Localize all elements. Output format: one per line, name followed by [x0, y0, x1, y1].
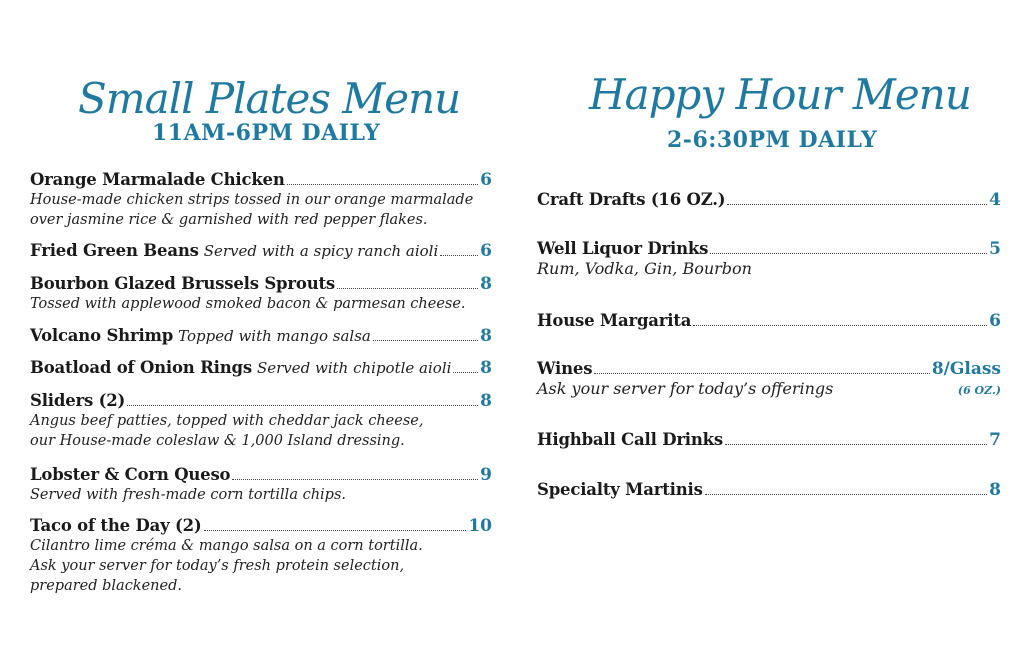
item-description: Ask your server for today’s fresh protein selection, — [30, 558, 405, 574]
item-inline-description: Served with a spicy ranch aioli — [203, 242, 439, 260]
item-price: 8 — [480, 358, 492, 378]
item-price: 8 — [480, 274, 492, 294]
item-name: Fried Green Beans — [30, 241, 199, 260]
item-name: Lobster & Corn Queso — [30, 465, 231, 484]
leader-dots — [705, 494, 987, 495]
menu-item — [537, 430, 1001, 450]
leader-dots — [287, 184, 479, 185]
item-price: 8/Glass — [931, 359, 1001, 379]
item-name: Highball Call Drinks — [537, 430, 723, 449]
item-description: Ask your server for today’s offerings — [537, 379, 834, 398]
item-description: Served with fresh-made corn tortilla chips. — [30, 487, 346, 503]
item-price: 7 — [989, 430, 1001, 450]
leader-dots — [693, 325, 987, 326]
small-plates-hours: 11AM-6PM DAILY — [152, 120, 381, 146]
item-description: Rum, Vodka, Gin, Bourbon — [537, 259, 752, 278]
item-description: Cilantro lime créma & mango salsa on a corn tortilla. — [30, 538, 423, 554]
item-price: 10 — [468, 516, 492, 536]
menu-item — [537, 311, 1001, 331]
item-description: prepared blackened. — [30, 578, 182, 594]
leader-dots — [453, 372, 478, 373]
menu-item — [30, 516, 492, 596]
menu-item — [537, 480, 1001, 500]
menu-item — [30, 465, 492, 505]
item-inline-description: Topped with mango salsa — [178, 327, 371, 345]
item-price: 6 — [989, 311, 1001, 331]
item-price: 8 — [480, 391, 492, 411]
item-price: 8 — [989, 480, 1001, 500]
item-price: 6 — [480, 170, 492, 190]
item-description: House-made chicken strips tossed in our orange marmalade — [30, 192, 474, 208]
item-name: Orange Marmalade Chicken — [30, 170, 285, 189]
pour-size-note: (6 OZ.) — [957, 384, 1001, 397]
item-description: over jasmine rice & garnished with red pepper flakes. — [30, 212, 428, 228]
leader-dots — [127, 405, 478, 406]
item-price: 8 — [480, 326, 492, 346]
item-name: Sliders (2) — [30, 391, 126, 410]
leader-dots — [725, 444, 987, 445]
menu-item — [537, 239, 1001, 279]
item-price: 4 — [989, 190, 1001, 210]
menu-item — [30, 241, 492, 261]
item-name: Craft Drafts (16 OZ.) — [537, 190, 726, 209]
leader-dots — [594, 373, 930, 374]
item-price: 9 — [480, 465, 492, 485]
menu-item — [30, 274, 492, 314]
item-price: 6 — [480, 241, 492, 261]
happy-hour-hours: 2-6:30PM DAILY — [667, 127, 878, 153]
item-name: Well Liquor Drinks — [537, 239, 709, 258]
leader-dots — [204, 530, 467, 531]
leader-dots — [440, 255, 478, 256]
item-description: our House-made coleslaw & 1,000 Island dressing. — [30, 433, 405, 449]
menu-item — [30, 358, 492, 378]
menu-item — [537, 190, 1001, 210]
item-name: Volcano Shrimp — [30, 326, 174, 345]
leader-dots — [373, 340, 478, 341]
item-description: Tossed with applewood smoked bacon & parmesan cheese. — [30, 296, 466, 312]
item-name: Bourbon Glazed Brussels Sprouts — [30, 274, 335, 293]
menu-item — [537, 359, 1001, 399]
menu-item — [30, 170, 492, 230]
item-price: 5 — [989, 239, 1001, 259]
leader-dots — [337, 288, 478, 289]
menu-item — [30, 326, 492, 346]
item-name: Boatload of Onion Rings — [30, 358, 252, 377]
leader-dots — [727, 204, 987, 205]
item-name: Taco of the Day (2) — [30, 516, 202, 535]
happy-hour-title: Happy Hour Menu — [589, 70, 971, 119]
small-plates-title: Small Plates Menu — [78, 74, 461, 123]
menu-item — [30, 391, 492, 451]
item-name: House Margarita — [537, 311, 692, 330]
leader-dots — [232, 479, 478, 480]
item-name: Specialty Martinis — [537, 480, 703, 499]
leader-dots — [710, 253, 987, 254]
item-name: Wines — [537, 359, 593, 378]
item-inline-description: Served with chipotle aioli — [256, 359, 452, 377]
item-description: Angus beef patties, topped with cheddar jack cheese, — [30, 413, 424, 429]
